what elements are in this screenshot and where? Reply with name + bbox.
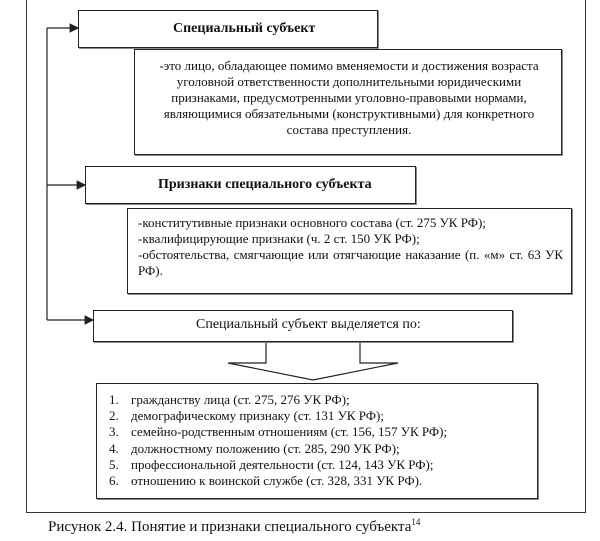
list-item: 3. семейно-родственным отношениям (ст. 156, 157 УК РФ); [109, 424, 448, 440]
caption-text: Рисунок 2.4. Понятие и признаки специального субъекта [48, 519, 412, 535]
caption-footnote: 14 [411, 517, 421, 527]
list-item: 6. отношению к воинской службе (ст. 328, 331 УК РФ). [109, 473, 423, 489]
distinguished-list [109, 392, 529, 489]
signs-title: Признаки специального субъекта [158, 177, 372, 192]
signs-box [127, 208, 572, 294]
list-item: 5. профессиональной деятельности (ст. 124, 143 УК РФ); [109, 456, 434, 472]
signs-title-box [85, 166, 416, 204]
definition-text: -это лицо, обладающее помимо вменяемости и достижения возраста уголовной ответственности дополнительными юридическими признаками, предусмотренными уголовно-правовыми нормами, являющимися обязательными (конструктивными) для конкретного состава преступления. [159, 58, 539, 137]
sign-item: -конститутивные признаки основного состава (ст. 275 УК РФ); [138, 215, 486, 230]
sign-item: -обстоятельства, смягчающие или отягчающие наказание (п. «м» ст. 63 УК РФ). [138, 247, 563, 278]
distinguished-title-box [93, 310, 513, 342]
definition-box [134, 49, 562, 155]
down-block-arrow [228, 341, 398, 380]
list-item: 2. демографическому признаку (ст. 131 УК РФ); [109, 408, 384, 424]
figure-caption [48, 517, 420, 536]
special-subject-title: Специальный субъект [173, 21, 316, 36]
distinguished-title: Специальный субъект выделяется по: [196, 317, 421, 332]
special-subject-title-box [78, 10, 378, 48]
list-item: 4. должностному положению (ст. 285, 290 УК РФ); [109, 440, 400, 456]
distinguished-list-box [96, 383, 538, 499]
list-item: 1. гражданству лица (ст. 275, 276 УК РФ); [109, 392, 350, 407]
sign-item: -квалифицирующие признаки (ч. 2 ст. 150 УК РФ); [138, 231, 420, 246]
